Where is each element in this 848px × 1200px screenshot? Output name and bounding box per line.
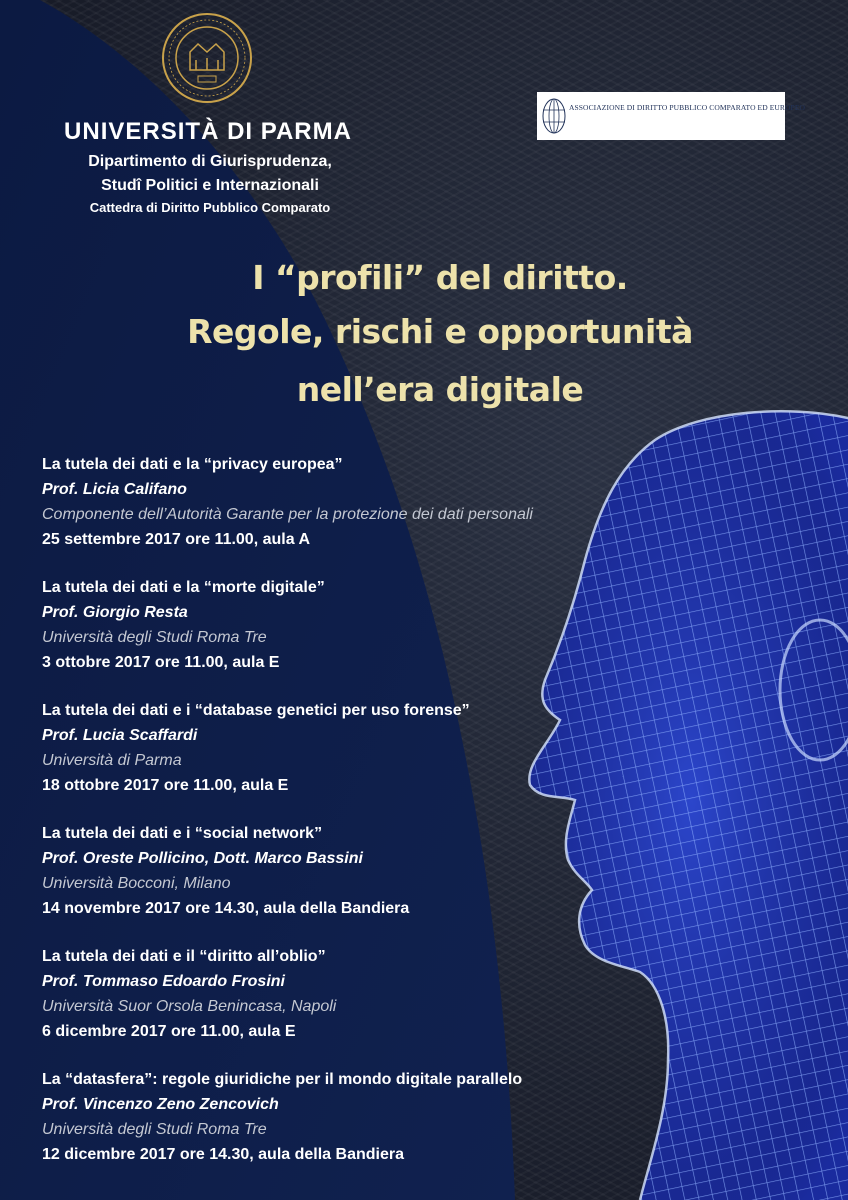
event-item (42, 575, 602, 698)
event-item (42, 821, 602, 944)
event-speaker: Prof. Giorgio Resta (42, 604, 188, 621)
event-speaker: Prof. Tommaso Edoardo Frosini (42, 973, 285, 990)
chair-name: Cattedra di Diritto Pubblico Comparato (89, 200, 331, 215)
poster-title-line-3: nell’era digitale (296, 370, 584, 409)
association-name: ASSOCIAZIONE DI DIRITTO PUBBLICO COMPARATO ED EUROPEO (569, 103, 806, 112)
event-date: 12 dicembre 2017 ore 14.30, aula della Bandiera (42, 1146, 404, 1163)
event-affiliation: Università degli Studi Roma Tre (42, 629, 267, 646)
event-list (42, 452, 602, 1190)
association-logo-box (537, 92, 806, 140)
event-speaker: Prof. Lucia Scaffardi (42, 727, 198, 744)
event-title: La tutela dei dati e i “database genetici per uso forense” (42, 702, 470, 719)
university-name: UNIVERSITÀ DI PARMA (64, 118, 352, 145)
event-affiliation: Università Suor Orsola Benincasa, Napoli (42, 998, 337, 1015)
event-item (42, 698, 602, 821)
poster-title-line-1: I “profili” del diritto. (252, 258, 628, 297)
event-affiliation: Componente dell’Autorità Garante per la protezione dei dati personali (42, 506, 533, 523)
event-speaker: Prof. Vincenzo Zeno Zencovich (42, 1096, 279, 1113)
event-date: 18 ottobre 2017 ore 11.00, aula E (42, 777, 289, 794)
department-line-2: Studî Politici e Internazionali (101, 177, 319, 194)
event-title: La tutela dei dati e il “diritto all’oblio” (42, 948, 326, 965)
event-item (42, 1067, 602, 1190)
event-item (42, 944, 602, 1067)
globe-icon (541, 96, 567, 136)
event-title: La tutela dei dati e la “privacy europea” (42, 456, 343, 473)
university-seal-icon (160, 8, 255, 108)
event-title: La tutela dei dati e i “social network” (42, 825, 323, 842)
event-title: La “datasfera”: regole giuridiche per il mondo digitale parallelo (42, 1071, 523, 1088)
event-date: 6 dicembre 2017 ore 11.00, aula E (42, 1023, 296, 1040)
event-date: 25 settembre 2017 ore 11.00, aula A (42, 531, 311, 548)
event-speaker: Prof. Oreste Pollicino, Dott. Marco Bassini (42, 850, 363, 867)
event-affiliation: Università di Parma (42, 752, 182, 769)
poster-title-line-2: Regole, rischi e opportunità (187, 312, 693, 351)
event-speaker: Prof. Licia Califano (42, 481, 187, 498)
event-date: 14 novembre 2017 ore 14.30, aula della Bandiera (42, 900, 410, 917)
event-item (42, 452, 602, 575)
event-date: 3 ottobre 2017 ore 11.00, aula E (42, 654, 280, 671)
event-title: La tutela dei dati e la “morte digitale” (42, 579, 325, 596)
event-affiliation: Università degli Studi Roma Tre (42, 1121, 267, 1138)
event-affiliation: Università Bocconi, Milano (42, 875, 231, 892)
department-line-1: Dipartimento di Giurisprudenza, (88, 153, 332, 170)
